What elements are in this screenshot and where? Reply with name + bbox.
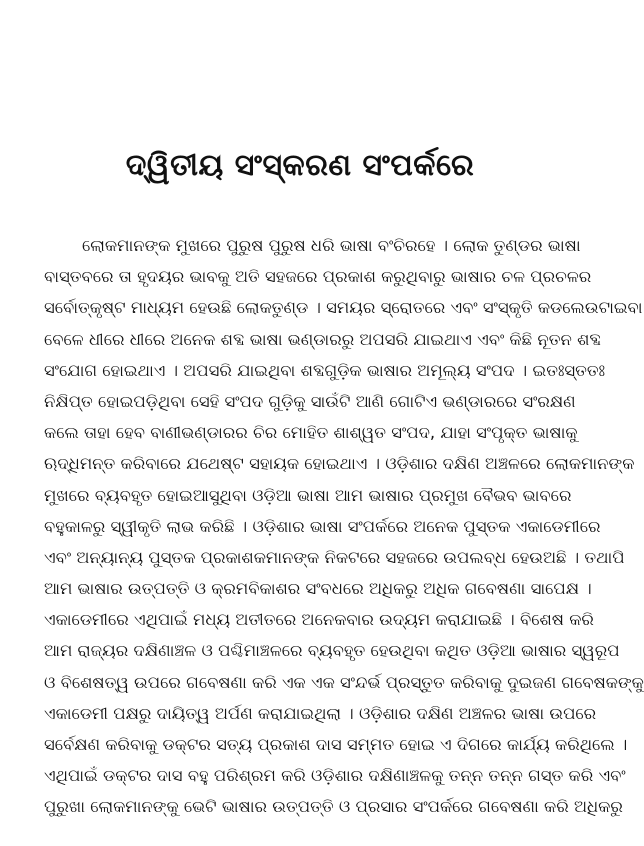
text-line: ନିକ୍ଷିପ୍ତ ହୋଇପଡ଼ିଥିବା ସେହି ସଂପଦ ଗୁଡ଼ିକୁ ସାଉଁଟି ଆଣି ଗୋଟିଏ ଭଣ୍ଡାରରେ ସଂରକ୍ଷଣ xyxy=(44,391,576,411)
text-line: ଏଥିପାଇଁ ଡକ୍ଟର ଦାସ ବହୁ ପରିଶ୍ରମ କରି ଓଡ଼ିଶାର ଦକ୍ଷିଣାଞ୍ଚଳକୁ ତନ୍ନ ତନ୍ନ ଗସ୍ତ କରି ଏବଂ xyxy=(44,766,626,786)
text-line: ଆମ ଭାଷାର ଉତ୍ପତ୍ତି ଓ କ୍ରମବିକାଶର ସଂବଧରେ ଅଧିକରୁ ଅଧିକ ଗବେଷଣା ସାପେକ୍ଷ । xyxy=(44,579,592,599)
text-line: ଆମ ରାଜ୍ୟର ଦକ୍ଷିଣାଞ୍ଚଳ ଓ ପଶ୍ଚିମାଞ୍ଚଳରେ ବ୍ୟବହୃତ ହେଉଥିବା କଥିତ ଓଡ଼ିଆ ଭାଷାର ସ୍ୱରୂପ xyxy=(44,641,620,661)
text-line: ବାସ୍ତବରେ ତା ହୃଦୟର ଭାବକୁ ଅତି ସହଜରେ ପ୍ରକାଶ କରୁଥିବାରୁ ଭାଷାର ଚଳ ପ୍ରଚଳର xyxy=(44,267,592,287)
text-line: ଏକାଡେମୀରେ ଏଥିପାଇଁ ମଧ୍ୟ ଅତୀତରେ ଅନେକବାର ଉଦ୍ୟମ କରାଯାଇଛି । ବିଶେଷ କରି xyxy=(44,610,594,630)
text-line: ଋଦ୍ଧିମନ୍ତ କରିବାରେ ଯଥେଷ୍ଟ ସହାୟକ ହୋଇଥାଏ । ଓଡ଼ିଶାର ଦକ୍ଷିଣ ଅଞ୍ଚଳରେ ଲୋକମାନଙ୍କ xyxy=(44,454,635,474)
text-line: ଏବଂ ଅନ୍ୟାନ୍ୟ ପୁସ୍ତକ ପ୍ରକାଶକମାନଙ୍କ ନିକଟରେ ସହଜରେ ଉପଲବ୍ଧ ହେଉଅଛି । ତଥାପି xyxy=(44,547,625,567)
text-line: ଏକାଡେମୀ ପକ୍ଷରୁ ଦାୟିତ୍ୱ ଅର୍ପଣ କରାଯାଇଥିଲା । ଓଡ଼ିଶାର ଦକ୍ଷିଣ ଅଞ୍ଚଳର ଭାଷା ଉପରେ xyxy=(44,703,597,723)
text-line: ମୁଖରେ ବ୍ୟବହୃତ ହୋଇଆସୁଥିବା ଓଡ଼ିଆ ଭାଷା ଆମ ଭାଷାର ପ୍ରମୁଖ ବୈଭବ ଭାବରେ xyxy=(44,485,572,505)
text-line: ଓ ବିଶେଷତ୍ୱ ଉପରେ ଗବେଷଣା କରି ଏକ ଏକ ସଂନ୍ଦର୍ଭ ପ୍ରସ୍ତୁତ କରିବାକୁ ଦୁଇଜଣ ଗବେଷକଙ୍କୁ xyxy=(44,672,644,692)
text-line: ବେଳେ ଧୀରେ ଧୀରେ ଅନେକ ଶବ୍ଦ ଭାଷା ଭଣ୍ଡାରରୁ ଅପସରି ଯାଇଥାଏ ଏବଂ କିଛି ନୂତନ ଶବ୍ଦ xyxy=(44,329,602,349)
text-line: ବହୁକାଳରୁ ସ୍ୱୀକୃତି ଲାଭ କରିଛି । ଓଡ଼ିଶାର ଭାଷା ସଂପର୍କରେ ଅନେକ ପୁସ୍ତକ ଏକାଡେମୀରେ xyxy=(44,516,601,536)
text-line: ସଂଯୋଗ ହୋଇଥାଏ । ଅପସରି ଯାଇଥିବା ଶବ୍ଦଗୁଡ଼ିକ ଭାଷାର ଅମୂଲ୍ୟ ସଂପଦ । ଇତଃସ୍ତତଃ xyxy=(44,360,606,380)
text-line: ସର୍ବେକ୍ଷଣ କରିବାକୁ ଡକ୍ଟର ସତ୍ୟ ପ୍ରକାଶ ଦାସ ସମ୍ମତ ହୋଇ ଏ ଦିଗରେ କାର୍ଯ୍ୟ କରିଥିଲେ । xyxy=(44,735,628,754)
text-line: ପୁରୁଖା ଲୋକମାନଙ୍କୁ ଭେଟି ଭାଷାର ଉତ୍ପତ୍ତି ଓ ପ୍ରସାର ସଂପର୍କରେ ଗବେଷଣା କରି ଅଧିକରୁ xyxy=(44,797,623,817)
text-line: କଲେ ତାହା ହେବ ବାଣୀଭଣ୍ଡାରର ଚିର ମୋହିତ ଶାଶ୍ୱତ ସଂପଦ, ଯାହା ସଂପୃକ୍ତ ଭାଷାକୁ xyxy=(44,423,578,443)
text-line: ସର୍ବୋତ୍କୃଷ୍ଟ ମାଧ୍ୟମ ହେଉଛି ଲୋକତୁଣ୍ଡ । ସମୟର ସ୍ରୋତରେ ଏବଂ ସଂସ୍କୃତି କଡଲେଉଟାଇବା xyxy=(44,298,643,318)
page-title: ଦ୍ୱିତୀୟ ସଂସ୍କରଣ ସଂପର୍କରେ xyxy=(125,148,475,183)
text-line: ଲୋକମାନଙ୍କ ମୁଖରେ ପୁରୁଷ ପୁରୁଷ ଧରି ଭାଷା ବଂଚିରହେ । ଲୋକ ତୁଣ୍ଡର ଭାଷା xyxy=(82,236,581,255)
body-paragraph xyxy=(44,230,644,823)
